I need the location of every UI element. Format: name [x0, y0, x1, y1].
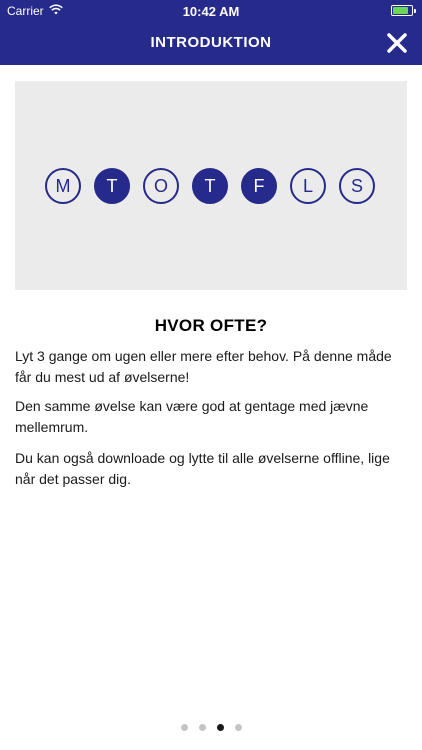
paragraph-repeat: Den samme øvelse kan være god at gentage med jævne mellemrum. [15, 398, 369, 435]
paragraph-offline: Du kan også downloade og lytte til alle øvelserne offline, lige når det passer dig. [15, 450, 390, 487]
paragraph-frequency: Lyt 3 gange om ugen eller mere efter behov. På denne måde får du mest ud af øvelserne! [15, 348, 392, 385]
weekday-illustration [15, 81, 407, 290]
page-dot[interactable] [217, 724, 224, 731]
weekday-circle: T [192, 168, 228, 204]
weekday-circle: T [94, 168, 130, 204]
close-icon[interactable] [386, 32, 408, 54]
weekday-circle: O [143, 168, 179, 204]
page-dot[interactable] [199, 724, 206, 731]
weekday-circle: L [290, 168, 326, 204]
status-bar [0, 0, 422, 22]
page-dot[interactable] [235, 724, 242, 731]
carrier-label: Carrier [7, 4, 44, 18]
status-time: 10:42 AM [182, 4, 240, 19]
weekday-row [45, 168, 375, 204]
weekday-circle: F [241, 168, 277, 204]
weekday-circle: M [45, 168, 81, 204]
section-heading: HVOR OFTE? [154, 316, 268, 335]
page-indicator[interactable] [0, 724, 422, 731]
battery-icon [391, 5, 416, 16]
battery-fill [393, 7, 408, 14]
page-title: INTRODUKTION [150, 34, 272, 51]
page-dot[interactable] [181, 724, 188, 731]
weekday-circle: S [339, 168, 375, 204]
navigation-bar [0, 22, 422, 65]
